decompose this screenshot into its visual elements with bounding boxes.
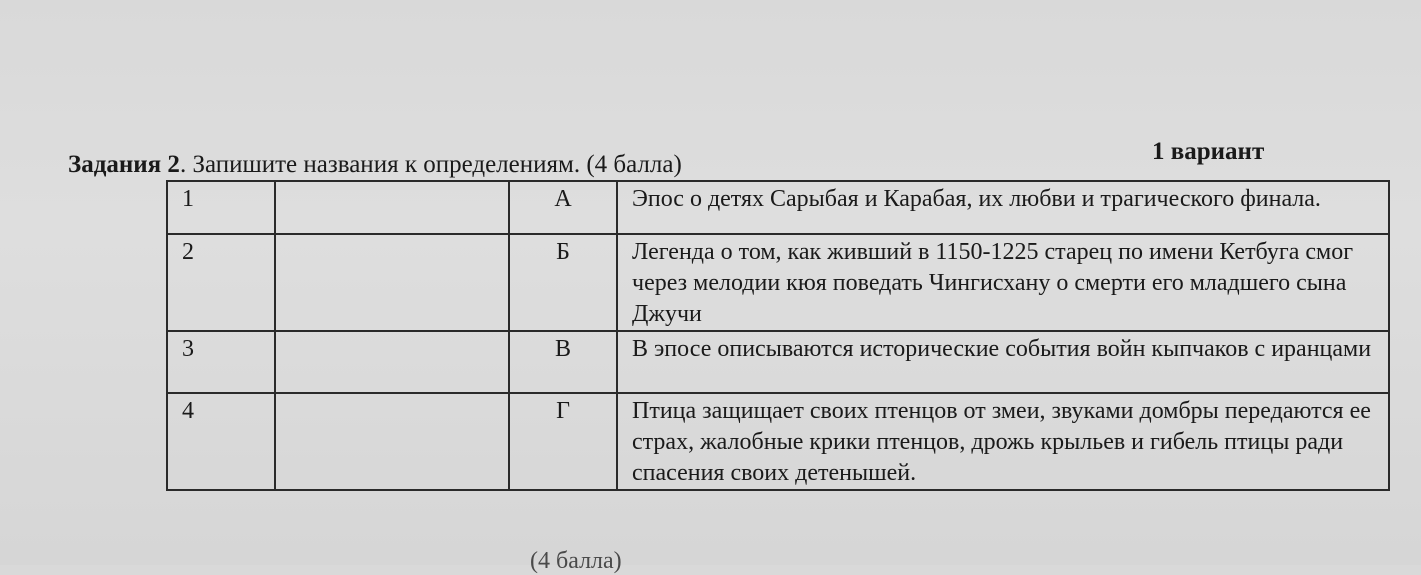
row-letter: А — [509, 181, 617, 234]
definition-cell: Легенда о том, как живший в 1150-1225 старец по имени Кетбуга смог через мелодии кюя поведать Чингисхану о смерти его младшего сына Джучи — [617, 234, 1389, 331]
row-number: 2 — [167, 234, 275, 331]
definitions-table — [166, 180, 1390, 491]
table-row — [167, 393, 1389, 490]
row-number: 1 — [167, 181, 275, 234]
next-task-points: (4 балла) — [530, 548, 622, 574]
definition-cell: Эпос о детях Сарыбая и Карабая, их любви и трагического финала. — [617, 181, 1389, 234]
answer-cell — [275, 331, 509, 393]
row-number: 4 — [167, 393, 275, 490]
row-letter: Б — [509, 234, 617, 331]
variant-label: 1 вариант — [1152, 138, 1265, 165]
table-row — [167, 181, 1389, 234]
row-letter: Г — [509, 393, 617, 490]
answer-cell — [275, 181, 509, 234]
definition-cell: В эпосе описываются исторические события войн кыпчаков с иранцами — [617, 331, 1389, 393]
answer-cell — [275, 393, 509, 490]
task-instruction: . Запишите названия к определениям. (4 балла) — [179, 151, 682, 178]
table-row — [167, 331, 1389, 393]
answer-cell — [275, 234, 509, 331]
table-row — [167, 234, 1389, 331]
row-number: 3 — [167, 331, 275, 393]
row-letter: В — [509, 331, 617, 393]
definition-cell: Птица защищает своих птенцов от змеи, звуками домбры передаются ее страх, жалобные крики птенцов, дрожь крыльев и гибель птицы ради спасения своих детенышей. — [617, 393, 1389, 490]
task-number: Задания 2 — [68, 151, 180, 178]
task-heading — [68, 150, 682, 180]
